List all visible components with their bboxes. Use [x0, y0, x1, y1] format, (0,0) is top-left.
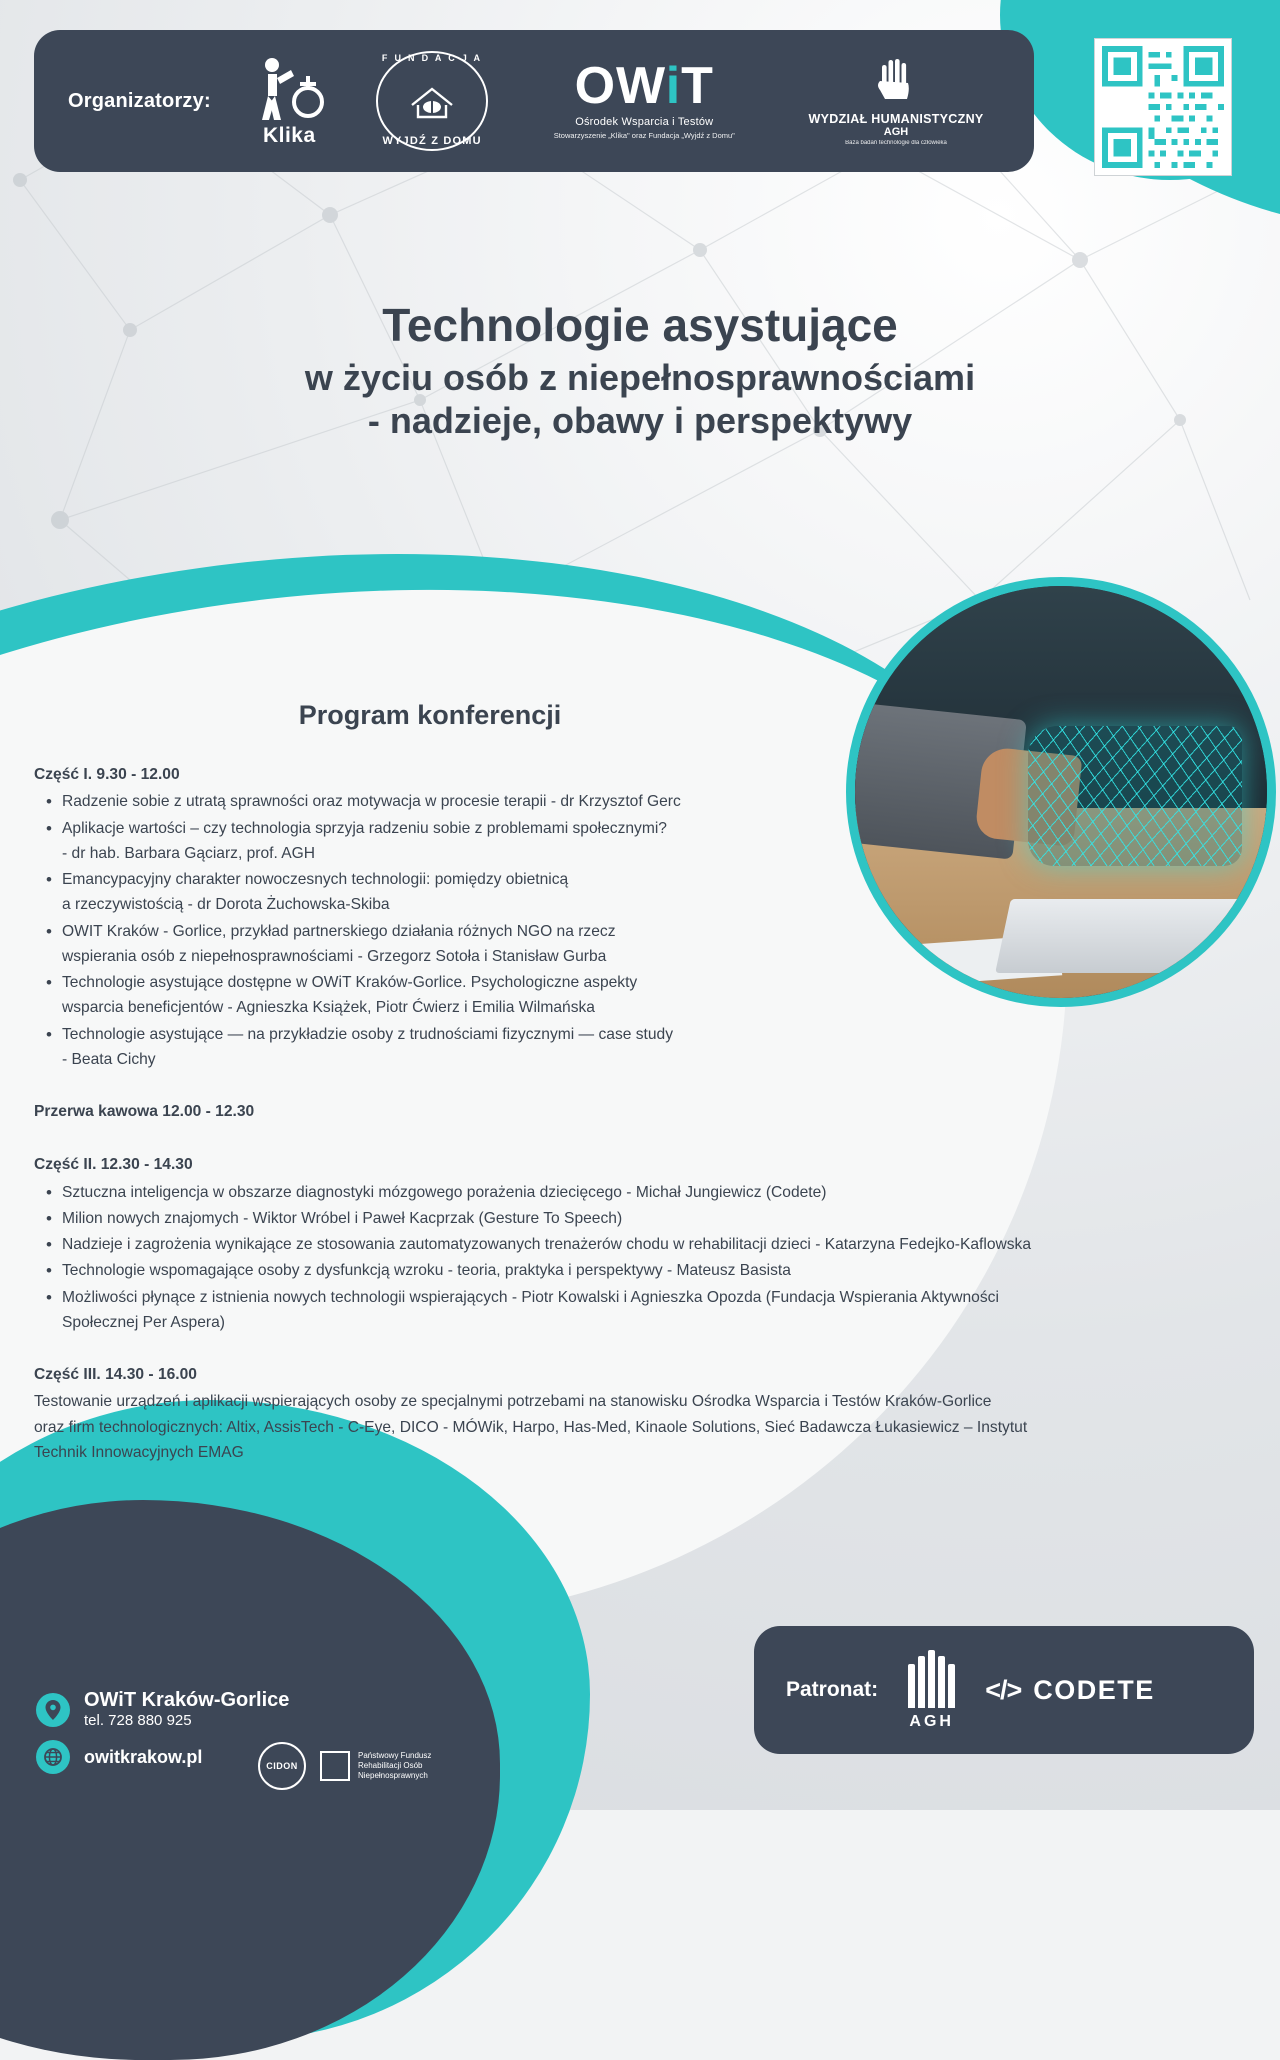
title-line-2: w życiu osób z niepełnosprawnościami: [304, 356, 976, 398]
contact-phone: tel. 728 880 925: [84, 1712, 192, 1729]
owit-logo: [520, 57, 768, 140]
organizers-label: Organizatorzy:: [68, 89, 211, 112]
list-item: [62, 816, 1249, 867]
owit-wordmark: [574, 57, 714, 116]
program-section-heading-1: Część I. 9.30 - 12.00: [34, 766, 180, 783]
organizers-bar: [34, 30, 1034, 172]
codete-logo: [985, 1675, 1155, 1706]
qr-code[interactable]: [1094, 38, 1232, 176]
contact-org-name: OWiT Kraków-Gorlice: [84, 1689, 290, 1711]
list-item-line: OWIT Kraków - Gorlice, przykład partnerskiego działania różnych NGO na rzecz: [62, 922, 616, 940]
list-item: • Technologie wspomagające osoby z dysfunkcją wzroku - teoria, praktyka i perspektywy - Mateusz Basista: [62, 1258, 1249, 1283]
pfron-line1: Państwowy Fundusz: [358, 1751, 432, 1760]
list-item: [62, 1022, 1249, 1073]
cidon-label: CIDON: [266, 1761, 298, 1771]
list-item-line: Technologie asystujące — na przykładzie osoby z trudnościami fizycznymi — case study: [62, 1025, 674, 1043]
list-item: [62, 867, 1249, 918]
patronat-label: Patronat:: [786, 1678, 879, 1701]
pfron-line3: Niepełnosprawnych: [358, 1771, 428, 1780]
agh-faculty-line1: WYDZIAŁ HUMANISTYCZNY: [808, 111, 984, 126]
codete-name: CODETE: [1033, 1674, 1155, 1705]
program-section-list-3: [36, 1180, 1249, 1336]
klika-figures-icon: [250, 54, 328, 122]
program-section-list-1: [36, 789, 1249, 1072]
agh-faculty-line3: Baza badań technologie dla człowieka: [845, 139, 947, 146]
list-item-line: Technologie asystujące dostępne w OWiT Kraków-Gorlice. Psychologiczne aspekty: [62, 974, 638, 991]
klika-wordmark: Klika: [262, 124, 316, 147]
paragraph-line: Testowanie urządzeń i aplikacji wspierających osoby ze specjalnymi potrzebami na stanowisku Ośrodka Wsparcia i Testów Kraków-Gorlice: [34, 1393, 992, 1411]
program-section-paragraph-4: [34, 1389, 1249, 1465]
list-item-line: Możliwości płynące z istnienia nowych technologii wspierających - Piotr Kowalski i Agnieszka Opozda (Fundacja Wspierania Aktywności: [62, 1288, 999, 1306]
pfron-mark-icon: [320, 1751, 350, 1781]
list-item: [62, 1285, 1249, 1336]
agh-bars-icon: [908, 1650, 955, 1708]
klika-logo: [235, 54, 344, 148]
globe-icon: [36, 1740, 70, 1774]
title-line-3: - nadzieje, obawy i perspektywy: [367, 400, 913, 442]
pfron-line2: Rehabilitacji Osób: [358, 1761, 423, 1770]
list-item: [62, 970, 1249, 1021]
wydzial-humanistyczny-agh-logo: [792, 57, 1000, 146]
owit-word-text: OWiT: [574, 57, 714, 116]
location-pin-icon: [36, 1693, 70, 1727]
list-item-line: - dr hab. Barbara Gąciarz, prof. AGH: [62, 844, 316, 862]
pfron-logo: [320, 1751, 431, 1781]
poster-title: [0, 300, 1280, 443]
title-line-1: Technologie asystujące: [382, 299, 898, 351]
program-section-heading-2: Przerwa kawowa 12.00 - 12.30: [34, 1103, 255, 1120]
contact-texts: [84, 1689, 289, 1730]
program-section-heading-4: Część III. 14.30 - 16.00: [34, 1366, 197, 1383]
list-item: • Nadzieje i zagrożenia wynikające ze stosowania zautomatyzowanych trenażerów chodu w rehabilitacji dzieci - Katarzyna Fedejko-Kaflowska: [62, 1232, 1249, 1257]
list-item-line: Emancypacyjny charakter nowoczesnych technologii: pomiędzy obietnicą: [62, 871, 569, 888]
list-item: • Radzenie sobie z utratą sprawności oraz motywacja w procesie terapii - dr Krzysztof Gerc: [62, 789, 1249, 814]
pfron-text: [358, 1751, 431, 1781]
list-item-line: Społecznej Per Aspera): [62, 1313, 225, 1331]
patronat-bar: [754, 1626, 1254, 1754]
fundacja-wyjdz-z-domu-logo: [368, 45, 497, 157]
list-item-line: - Beata Cichy: [62, 1050, 156, 1068]
agh-faculty-line2: AGH: [883, 125, 909, 138]
program-content: [34, 762, 1249, 1465]
list-item-line: wsparcia beneficjentów - Agnieszka Książek, Piotr Ćwierz i Emilia Wilmańska: [62, 999, 595, 1017]
contact-address-row: [36, 1689, 456, 1730]
owit-subtitle-small: Stowarzyszenie „Klika" oraz Fundacja „Wyjdź z Domu": [553, 130, 735, 140]
paragraph-line: oraz firm technologicznych: Altix, AssisTech - C-Eye, DICO - MÓWik, Harpo, Has-Med, Kinaole Solutions, Sieć Badawcza Łukasiewicz – Instytut: [34, 1418, 1028, 1436]
list-item: [62, 919, 1249, 970]
owit-subtitle: Ośrodek Wsparcia i Testów: [575, 115, 714, 128]
code-slashes-icon: </>: [985, 1674, 1022, 1705]
fundacja-house-icon: [368, 81, 497, 128]
list-item: • Sztuczna inteligencja w obszarze diagnostyki mózgowego porażenia dziecięcego - Michał Jungiewicz (Codete): [62, 1180, 1249, 1205]
program-heading: Program konferencji: [298, 700, 562, 730]
fundacja-top-text: F U N D A C J A: [381, 53, 483, 63]
list-item-line: a rzeczywistością - dr Dorota Żuchowska-Skiba: [62, 896, 390, 914]
program-section-heading-3: Część II. 12.30 - 14.30: [34, 1156, 193, 1174]
paragraph-line: Technik Innowacyjnych EMAG: [34, 1443, 244, 1461]
list-item-line: Aplikacje wartości – czy technologia sprzyja radzeniu sobie z problemami społecznymi?: [62, 819, 667, 837]
agh-patron-name: AGH: [909, 1712, 954, 1730]
fundacja-bottom-text: WYJDŹ Z DOMU: [382, 135, 482, 147]
contact-website[interactable]: owitkrakow.pl: [84, 1746, 203, 1767]
qr-code-image: [1102, 46, 1224, 168]
agh-patron-logo: [908, 1650, 955, 1731]
footer-partner-logos: [258, 1742, 431, 1790]
cidon-logo: [258, 1742, 306, 1790]
list-item-line: wspierania osób z niepełnosprawnościami - Grzegorz Sotoła i Stanisław Gurba: [62, 947, 607, 965]
list-item: • Milion nowych znajomych - Wiktor Wróbel i Paweł Kacprzak (Gesture To Speech): [62, 1206, 1249, 1231]
hand-icon: [873, 57, 919, 110]
